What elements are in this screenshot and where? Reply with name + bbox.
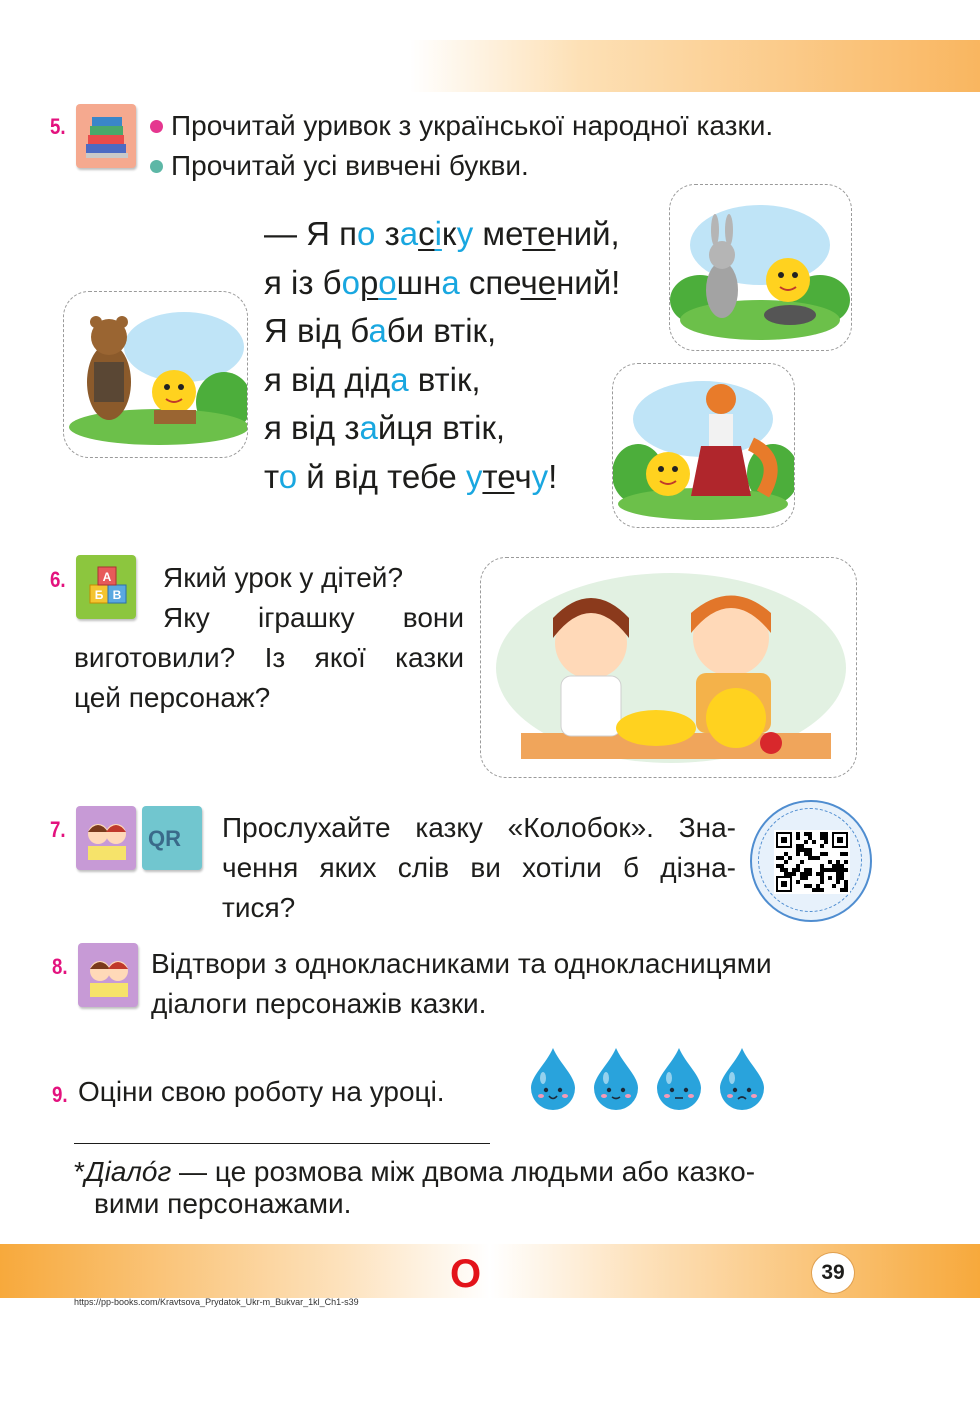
neutral-drop-icon[interactable]: [654, 1046, 704, 1110]
poem-segment: ний,: [555, 215, 620, 252]
svg-text:А: А: [102, 570, 112, 584]
poem-segment: те: [522, 215, 556, 252]
poem-segment: з: [375, 215, 400, 252]
poem-segment: т: [264, 457, 279, 495]
poem-segment: — Я п: [264, 215, 358, 252]
task-9-text: Оціни свою роботу на уроці.: [78, 1076, 445, 1107]
task-8-number: 8.: [52, 954, 68, 979]
poem-segment: й від тебе: [297, 457, 466, 495]
sad-drop-icon[interactable]: [717, 1046, 767, 1110]
svg-text:В: В: [112, 588, 122, 602]
poem-segment: че: [520, 263, 557, 301]
poem-segment: с: [418, 215, 435, 252]
footnote-definition: — це розмова між двома людьми або казко-: [171, 1156, 756, 1187]
top-decorative-band: [410, 40, 980, 92]
poem-segment: спе: [459, 263, 521, 301]
task-9-number: 9.: [52, 1082, 68, 1107]
poem-line: [264, 453, 620, 502]
children-crafting-illustration: [480, 557, 857, 778]
poem-segment: я від ді: [264, 360, 371, 398]
children-pair-icon: [78, 943, 138, 1007]
poem-segment: у: [531, 457, 549, 495]
task-6-line-1: Який урок у дітей?: [163, 562, 404, 593]
qr-code[interactable]: [750, 800, 872, 922]
fox-kolobok-illustration: [612, 363, 795, 528]
footnote-divider: [74, 1143, 490, 1144]
task-7-number: 7.: [50, 817, 66, 842]
qr-badge-label: QR: [148, 826, 181, 851]
children-pair-icon: [76, 806, 136, 870]
poem-segment: те: [482, 457, 515, 495]
publisher-logo: O: [450, 1252, 482, 1296]
poem-segment: о: [278, 457, 298, 495]
hare-kolobok-illustration: [669, 184, 852, 351]
task-5-instruction-1: Прочитай уривок з української народної казки.: [171, 110, 774, 141]
qr-code-icon: [774, 830, 850, 894]
poem-segment: а: [399, 215, 419, 252]
poem-line: [264, 307, 620, 356]
poem-segment: к: [441, 215, 457, 252]
books-icon: [76, 104, 136, 168]
task-6-line-4: цей персонаж?: [74, 682, 271, 713]
task-7-line-2: чення яких слів ви хотіли б дізна-: [222, 852, 736, 883]
poem-segment: у: [465, 457, 483, 495]
poem-segment: йця втік,: [377, 409, 506, 446]
poem-line: [264, 404, 620, 453]
poem-segment: втік,: [408, 360, 481, 398]
poem-segment: ч: [514, 457, 532, 495]
poem-segment: і: [434, 215, 442, 252]
poem-segment: ний!: [556, 263, 621, 301]
poem-segment: у: [456, 215, 474, 252]
poem-segment: Я від б: [264, 312, 369, 349]
task-8-line-2: діалоги персонажів казки.: [151, 988, 487, 1019]
poem-segment: я від з: [264, 409, 360, 446]
poem-excerpt: [264, 210, 620, 501]
poem-segment: о: [357, 215, 376, 252]
content-drop-icon[interactable]: [591, 1046, 641, 1110]
task-5-number: 5.: [50, 114, 66, 139]
footnote-term: Діало́г: [84, 1156, 172, 1187]
poem-segment: а: [390, 360, 409, 398]
svg-text:Б: Б: [94, 588, 104, 602]
poem-segment: р: [359, 263, 379, 301]
footnote-star: *: [74, 1156, 85, 1187]
task-6-line-3: виготовили? Із якої казки: [74, 642, 464, 673]
bear-kolobok-illustration: [63, 291, 248, 458]
poem-line: [264, 356, 620, 405]
task-5-line-1: [150, 106, 773, 146]
poem-segment: би втік,: [386, 312, 497, 349]
poem-segment: !: [548, 457, 558, 495]
poem-segment: о: [341, 263, 360, 301]
poem-segment: д: [370, 360, 391, 398]
teal-bullet-icon: [150, 160, 163, 173]
task-6-number: 6.: [50, 567, 66, 592]
qr-badge-icon: [142, 806, 202, 870]
poem-segment: а: [359, 409, 378, 446]
source-url[interactable]: https://pp-books.com/Kravtsova_Prydatok_Ukr-m_Bukvar_1kl_Ch1-s39: [74, 1297, 359, 1307]
abc-blocks-icon: [76, 555, 136, 619]
poem-segment: ме: [473, 215, 523, 252]
poem-segment: а: [441, 263, 460, 301]
poem-segment: шн: [396, 263, 442, 301]
happy-drop-icon[interactable]: [528, 1046, 578, 1110]
task-6-line-2: Яку іграшку вони: [163, 602, 464, 633]
footnote-line-2: вими персонажами.: [94, 1188, 352, 1219]
task-5-line-2: [150, 146, 529, 186]
task-7-line-3: тися?: [222, 892, 296, 923]
task-7-line-1: Прослухайте казку «Колобок». Зна-: [222, 812, 736, 843]
poem-line: [264, 210, 620, 259]
task-8-line-1: Відтвори з однокласниками та однокласницями: [151, 948, 772, 979]
poem-line: [264, 259, 620, 308]
poem-segment: о: [378, 263, 397, 301]
poem-segment: я із б: [264, 263, 342, 301]
pink-bullet-icon: [150, 120, 163, 133]
poem-segment: а: [368, 312, 387, 349]
task-5-instruction-2: Прочитай усі вивчені букви.: [171, 150, 529, 181]
self-assessment-drops: [528, 1046, 768, 1112]
page-number: 39: [811, 1252, 855, 1294]
